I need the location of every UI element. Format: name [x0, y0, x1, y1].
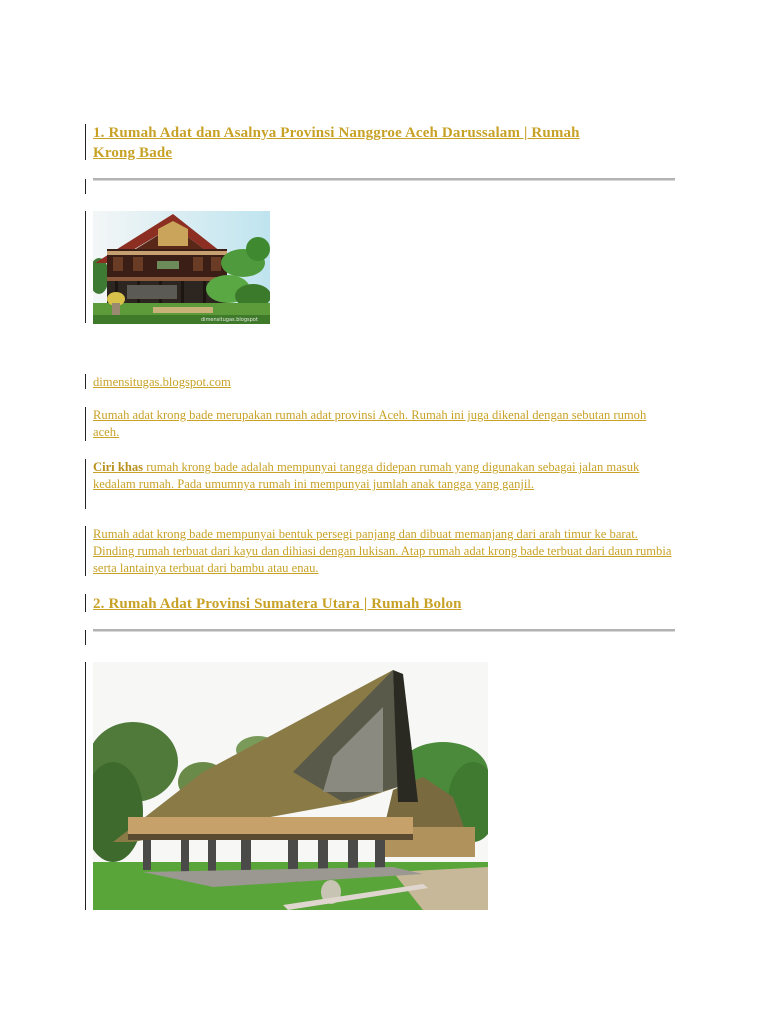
- quote-bar: [85, 211, 86, 323]
- quote-bar: [85, 630, 86, 645]
- quote-bar: [85, 459, 86, 509]
- horizontal-rule: [93, 629, 675, 632]
- quote-bar: [85, 662, 86, 910]
- paragraph-features[interactable]: [93, 459, 653, 493]
- section2-heading-link[interactable]: 2. Rumah Adat Provinsi Sumatera Utara | Rumah Bolon: [93, 596, 462, 612]
- quote-bar: [85, 526, 86, 576]
- krong-bade-image: [93, 211, 270, 324]
- horizontal-rule: [93, 178, 675, 181]
- source-link[interactable]: dimensitugas.blogspot.com: [93, 375, 231, 389]
- bold-prefix: Ciri khas: [93, 460, 144, 474]
- quote-bar: [85, 407, 86, 441]
- rumah-bolon-image: [93, 662, 488, 910]
- quote-bar: [85, 374, 86, 389]
- quote-bar: [85, 594, 86, 612]
- quote-bar: [85, 124, 86, 160]
- quote-bar: [85, 179, 86, 194]
- image-watermark: dimensitugas.blogspot: [201, 317, 258, 323]
- heading-line-1: 1. Rumah Adat dan Asalnya Provinsi Nanggroe Aceh Darussalam | Rumah: [93, 125, 580, 141]
- paragraph-description[interactable]: Rumah adat krong bade mempunyai bentuk persegi panjang dan dibuat memanjang dari arah timur ke barat. Dinding rumah terbuat dari kayu dan dihiasi dengan lukisan. Atap rumah adat krong bade terbuat dari daun rumbia serta lantainya terbuat dari bambu atau enau.: [93, 527, 672, 575]
- heading-line-2: Krong Bade: [93, 145, 173, 161]
- paragraph-features-text: rumah krong bade adalah mempunyai tangga didepan rumah yang digunakan sebagai jalan masuk kedalam rumah. Pada umumnya rumah ini mempunyai jumlah anak tangga yang ganjil.: [93, 460, 640, 491]
- paragraph-intro[interactable]: Rumah adat krong bade merupakan rumah adat provinsi Aceh. Rumah ini juga dikenal dengan sebutan rumoh aceh.: [93, 408, 647, 439]
- section1-heading-link[interactable]: [93, 123, 580, 163]
